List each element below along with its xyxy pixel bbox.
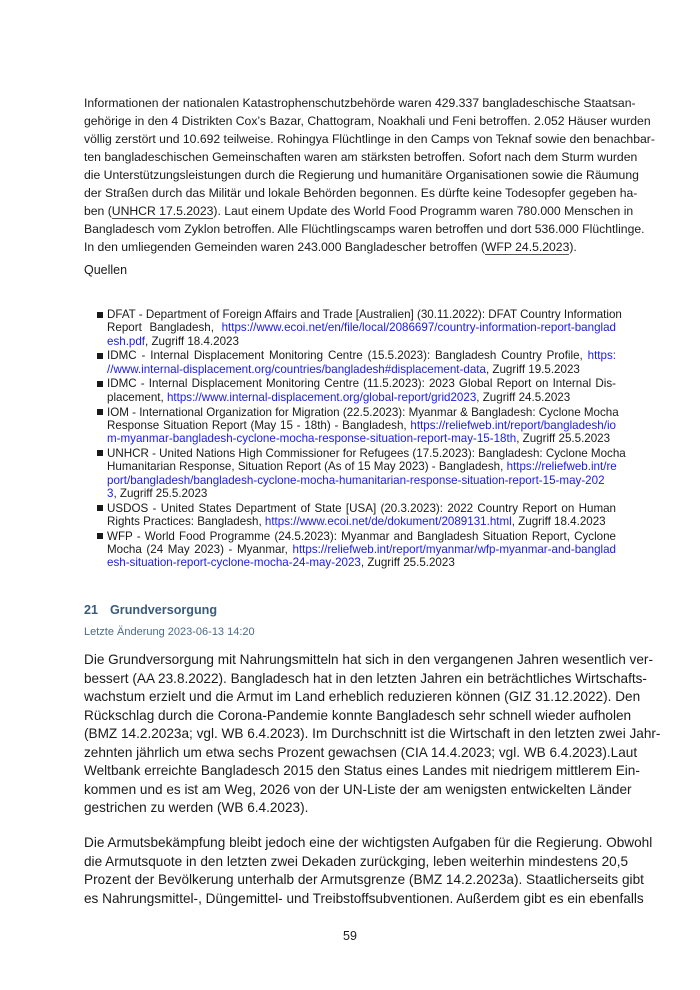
- sources-label: Quellen: [84, 263, 128, 277]
- text-line: [84, 799, 616, 818]
- reference-item: [84, 530, 616, 570]
- text-segment: WFP - World Food Programme (24.5.2023): Myanmar and Bangladesh Situation Report, Cyclone: [107, 529, 616, 543]
- text-line: [107, 349, 616, 362]
- text-line: [107, 460, 616, 473]
- text-segment: , Zugriff 18.4.2023: [145, 334, 239, 348]
- citation-link[interactable]: UNHCR 17.5.2023: [111, 204, 214, 218]
- reference-link[interactable]: https://reliefweb.int/report/myanmar/wfp-myanmar-and-banglad: [292, 543, 616, 557]
- text-segment: Bangladesch vom Zyklon betroffen. Alle Flüchtlingscamps waren betroffen und dort 536.000 Flüchtlinge.: [84, 222, 645, 236]
- reference-item: [84, 349, 616, 376]
- text-line: [107, 515, 616, 528]
- text-segment: , Zugriff 19.5.2023: [485, 362, 580, 376]
- text-line: [107, 432, 616, 445]
- text-segment: placement,: [107, 390, 167, 404]
- reference-link[interactable]: esh.pdf: [107, 334, 146, 348]
- last-changed: Letzte Änderung 2023-06-13 14:20: [84, 626, 255, 638]
- reference-link[interactable]: 3: [107, 486, 114, 500]
- section-title: Grundversorgung: [110, 603, 218, 617]
- reference-item: [84, 405, 619, 446]
- text-segment: , Zugriff 18.4.2023: [511, 514, 606, 528]
- text-line: [84, 707, 632, 726]
- bullet-icon: [97, 353, 103, 359]
- text-segment: Mocha (24 May 2023) - Myanmar,: [107, 543, 293, 557]
- text-line: [107, 556, 616, 569]
- text-line: [84, 871, 644, 890]
- text-line: [107, 474, 616, 487]
- text-segment: kommen und es ist am Weg, 2026 von der UN-Liste der am wenigsten entwickelten Länder: [84, 781, 632, 797]
- page-number: 59: [343, 929, 357, 943]
- reference-item: [84, 502, 616, 529]
- text-segment: bessert (AA 23.8.2022). Bangladesch hat in den letzten Jahren ein beträchtliches Wirtschafts-: [84, 670, 647, 686]
- reference-link[interactable]: https:: [587, 349, 616, 363]
- text-segment: ten bangladeschischen Gemeinschaften waren am stärksten betroffen. Sofort nach dem Sturm wurden: [84, 150, 638, 164]
- reference-item: [84, 377, 616, 404]
- text-segment: die Armutsquote in den letzten zwei Dekaden zurückging, leben weiterhin mindestens 20,5: [84, 853, 629, 869]
- text-line: [107, 335, 616, 348]
- text-segment: zehnten jährlich um etwa sechs Prozent gewachsen (CIA 14.4.2023; vgl. WB 6.4.2023).Laut: [84, 744, 638, 760]
- text-line: [107, 446, 626, 460]
- section-heading: [84, 603, 217, 617]
- text-line: [84, 725, 661, 744]
- text-segment: Prozent der Bevölkerung unterhalb der Armutsgrenze (BMZ 14.2.2023a). Staatlicherseits gibt: [84, 872, 644, 887]
- paragraph-poverty: [84, 834, 653, 908]
- reference-link[interactable]: https://www.internal-displacement.org/global-report/grid2023: [166, 390, 477, 404]
- text-segment: der Straßen durch das Militär und lokale Behörden begonnen. Es dürfte keine Todesopfer gegeben ha-: [84, 186, 638, 200]
- text-line: [84, 130, 655, 148]
- text-segment: UNHCR - United Nations High Commissioner for Refugees (17.5.2023): Bangladesh: Cyclone Mocha: [107, 446, 626, 460]
- text-segment: (BMZ 14.2.2023a; vgl. WB 6.4.2023). Im Durchschnitt ist die Wirtschaft in den letzten zwei Jahr-: [84, 726, 661, 741]
- reference-link[interactable]: https://www.ecoi.net/en/file/local/2086697/country-information-report-banglad: [221, 321, 616, 335]
- text-line: [107, 405, 619, 419]
- text-line: [84, 651, 653, 670]
- text-segment: wachstum erzielt und die Armut im Land erheblich reduzieren können (GIZ 31.12.2022). Den: [84, 689, 641, 704]
- text-line: [84, 670, 647, 689]
- text-line: [107, 419, 616, 432]
- text-segment: IDMC - Internal Displacement Monitoring Centre (15.5.2023): Bangladesh Country Profile,: [107, 349, 588, 363]
- text-line: [107, 321, 616, 334]
- text-segment: , Zugriff 25.5.2023: [113, 486, 208, 500]
- reference-link[interactable]: https://reliefweb.int/re: [506, 460, 617, 474]
- text-segment: Die Grundversorgung mit Nahrungsmitteln hat sich in den vergangenen Jahren wesentlich ver-: [84, 652, 653, 667]
- reference-link[interactable]: esh-situation-report-cyclone-mocha-24-may-2023: [107, 556, 361, 570]
- text-line: [107, 391, 616, 404]
- text-segment: , Zugriff 24.5.2023: [476, 390, 571, 404]
- text-segment: völlig zerstört und 10.692 teilweise. Rohingya Flüchtlinge in den Camps von Teknaf sowie den benachbar-: [84, 132, 655, 146]
- text-line: [84, 166, 639, 184]
- bullet-icon: [97, 450, 103, 456]
- text-line: [84, 202, 634, 220]
- text-segment: ). Laut einem Update des World Food Programm waren 780.000 Menschen in: [213, 204, 634, 218]
- section-number: 21: [84, 603, 99, 617]
- reference-item: [84, 446, 626, 500]
- text-segment: IDMC - Internal Displacement Monitoring Centre (11.5.2023): 2023 Global Report on Internal Dis-: [107, 377, 616, 391]
- text-line: [107, 487, 616, 500]
- reference-list: [84, 308, 626, 571]
- text-line: [107, 502, 616, 515]
- text-segment: Rückschlag durch die Corona-Pandemie konnte Bangladesch sehr schnell wieder aufholen: [84, 707, 632, 723]
- text-line: [84, 184, 638, 202]
- text-segment: Die Armutsbekämpfung bleibt jedoch eine der wichtigsten Aufgaben für die Regierung. Obwohl: [84, 835, 653, 850]
- text-line: [84, 834, 653, 853]
- text-segment: , Zugriff 25.5.2023: [516, 432, 611, 446]
- bullet-icon: [97, 381, 103, 387]
- text-line: [84, 112, 651, 130]
- text-segment: gestrichen zu werden (WB 6.4.2023).: [84, 800, 309, 815]
- bullet-icon: [97, 409, 103, 415]
- reference-link[interactable]: https://reliefweb.int/report/bangladesh/io: [410, 418, 616, 432]
- paragraph-food-supply: [84, 651, 661, 818]
- text-segment: In den umliegenden Gemeinden waren 243.000 Bangladescher betroffen (: [84, 240, 485, 254]
- text-segment: Response Situation Report (May 15 - 18th) - Bangladesh,: [107, 418, 411, 432]
- reference-link[interactable]: //www.internal-displacement.org/countries/bangladesh#displacement-data: [107, 362, 486, 376]
- citation-link[interactable]: WFP 24.5.2023: [484, 240, 570, 254]
- text-segment: IOM - International Organization for Migration (22.5.2023): Myanmar & Bangladesh: Cyclone Mocha: [107, 405, 619, 419]
- text-segment: es Nahrungsmittel-, Düngemittel- und Treibstoffsubventionen. Außerdem gibt es ein ebenfalls: [84, 890, 644, 906]
- text-line: [84, 744, 638, 763]
- text-segment: USDOS - United States Department of State [USA] (20.3.2023): 2022 Country Report on Human: [107, 501, 616, 515]
- text-line: [84, 688, 641, 707]
- text-segment: Humanitarian Response, Situation Report (As of 15 May 2023) - Bangladesh,: [107, 460, 507, 474]
- text-line: [84, 853, 629, 872]
- text-line: [84, 890, 644, 909]
- reference-link[interactable]: m-myanmar-bangladesh-cyclone-mocha-response-situation-report-may-15-18th: [107, 432, 517, 446]
- text-line: [107, 530, 616, 543]
- text-segment: ).: [569, 240, 577, 254]
- bullet-icon: [97, 533, 103, 539]
- text-segment: , Zugriff 25.5.2023: [360, 556, 455, 570]
- intro-paragraph: [84, 94, 655, 256]
- text-line: [84, 220, 645, 238]
- text-segment: Report Bangladesh,: [107, 321, 222, 335]
- text-line: [107, 543, 616, 556]
- text-line: [84, 94, 636, 112]
- text-line: [84, 148, 638, 166]
- text-segment: Informationen der nationalen Katastrophenschutzbehörde waren 429.337 bangladeschische Staatsan-: [84, 96, 636, 110]
- text-segment: gehörige in den 4 Distrikten Cox’s Bazar, Chattogram, Noakhali und Feni betroffen. 2.052 Häuser wurden: [84, 114, 651, 128]
- bullet-icon: [97, 505, 103, 511]
- text-line: [107, 377, 616, 390]
- text-line: [84, 781, 632, 800]
- text-segment: Rights Practices: Bangladesh,: [107, 514, 265, 528]
- reference-item: [84, 308, 622, 348]
- text-segment: Weltbank erreichte Bangladesch 2015 den Status eines Landes mit niedrigem mittlerem Ein-: [84, 763, 640, 778]
- text-segment: ben (: [84, 204, 112, 218]
- reference-link[interactable]: port/bangladesh/bangladesh-cyclone-mocha-humanitarian-response-situation-report-15-may-202: [107, 473, 605, 487]
- reference-link[interactable]: https://www.ecoi.net/de/dokument/2089131.html: [264, 514, 512, 528]
- text-line: [84, 762, 640, 781]
- text-segment: die Unterstützungsleistungen durch die Regierung und humanitäre Organisationen sowie die Räumung: [84, 168, 639, 182]
- text-line: [107, 308, 622, 321]
- text-line: [107, 363, 616, 376]
- text-segment: DFAT - Department of Foreign Affairs and Trade [Australien] (30.11.2022): DFAT Country Information: [107, 308, 622, 321]
- bullet-icon: [97, 312, 103, 318]
- text-line: [84, 238, 616, 256]
